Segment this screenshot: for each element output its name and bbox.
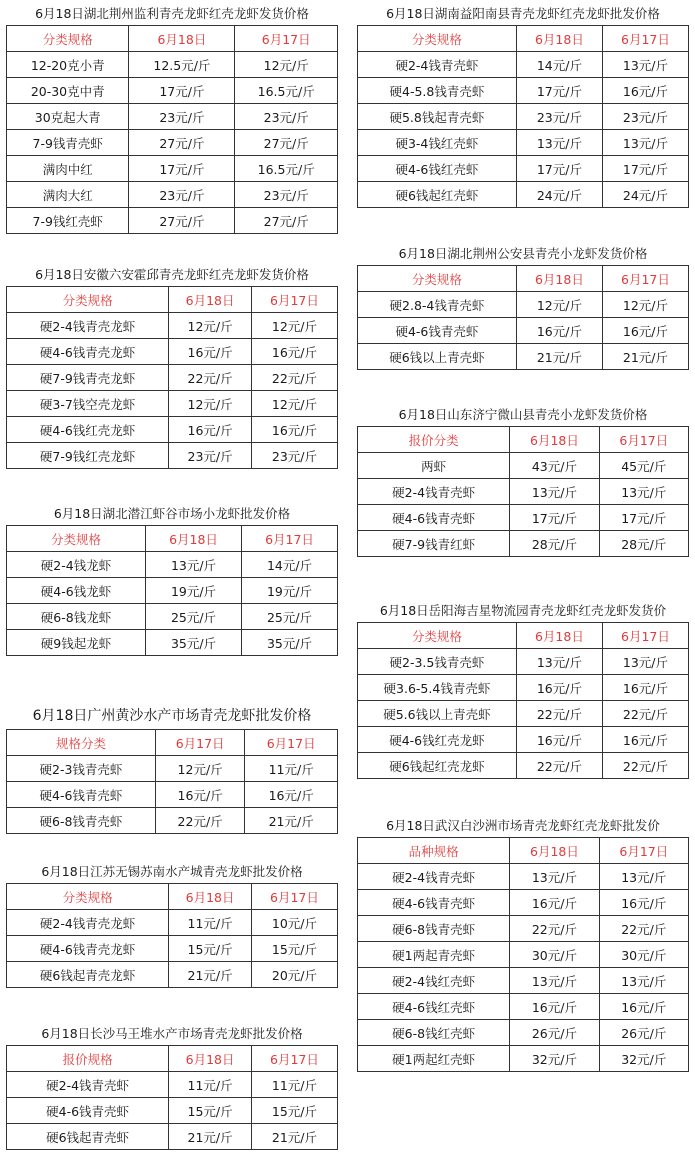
price-cell: 21元/斤 (251, 1124, 337, 1150)
table-title: 6月18日长沙马王堆水产市场青壳龙虾批发价格 (41, 1026, 303, 1041)
price-cell: 14元/斤 (516, 52, 602, 78)
table-title: 6月18日湖南益阳南县青壳龙虾红壳龙虾批发价格 (386, 6, 660, 21)
table-row (358, 318, 689, 344)
price-cell: 11元/斤 (169, 910, 252, 936)
price-cell: 23元/斤 (235, 182, 338, 208)
header-cell: 分类规格 (358, 26, 517, 52)
table-row (7, 443, 338, 469)
price-cell: 14元/斤 (242, 552, 338, 578)
price-cell: 13元/斤 (602, 52, 688, 78)
price-cell: 13元/斤 (516, 130, 602, 156)
table-row (7, 208, 338, 234)
header-cell: 分类规格 (7, 884, 169, 910)
price-cell: 35元/斤 (146, 630, 242, 656)
price-table (357, 837, 689, 1072)
price-table (6, 525, 338, 656)
table-row (358, 453, 689, 479)
price-cell: 15元/斤 (251, 1098, 337, 1124)
table-title: 6月18日湖北潜江虾谷市场小龙虾批发价格 (53, 506, 291, 521)
price-cell: 12元/斤 (602, 292, 688, 318)
table-row (7, 156, 338, 182)
price-cell: 15元/斤 (251, 936, 337, 962)
header-cell: 6月17日 (602, 26, 688, 52)
header-cell: 6月18日 (510, 838, 599, 864)
price-cell: 13元/斤 (599, 968, 688, 994)
table-row (7, 313, 338, 339)
header-cell: 6月17日 (251, 1046, 337, 1072)
price-cell: 23元/斤 (602, 104, 688, 130)
spec-cell: 硬4-6钱青壳虾 (7, 1098, 169, 1124)
price-cell: 11元/斤 (251, 1072, 337, 1098)
price-cell: 24元/斤 (602, 182, 688, 208)
price-cell: 16元/斤 (510, 994, 599, 1020)
price-table (357, 25, 689, 208)
price-cell: 22元/斤 (602, 753, 688, 779)
spec-cell: 硬2.8-4钱青壳虾 (358, 292, 517, 318)
spec-cell: 硬4-6钱红壳龙虾 (7, 417, 169, 443)
price-cell: 35元/斤 (242, 630, 338, 656)
table-title: 6月18日武汉白沙洲市场青壳龙虾红壳龙虾批发价 (386, 818, 660, 833)
price-cell: 17元/斤 (129, 78, 235, 104)
table-row (358, 727, 689, 753)
price-table (6, 25, 338, 234)
price-cell: 16元/斤 (516, 727, 602, 753)
price-cell: 11元/斤 (245, 756, 338, 782)
header-cell: 规格分类 (7, 730, 156, 756)
price-cell: 16.5元/斤 (235, 156, 338, 182)
price-cell: 27元/斤 (129, 130, 235, 156)
spec-cell: 硬9钱起龙虾 (7, 630, 146, 656)
spec-cell: 硬1两起红壳虾 (358, 1046, 510, 1072)
price-table (6, 883, 338, 988)
price-cell: 30元/斤 (599, 942, 688, 968)
price-cell: 21元/斤 (602, 344, 688, 370)
price-cell: 22元/斤 (602, 701, 688, 727)
spec-cell: 硬5.8钱起青壳虾 (358, 104, 517, 130)
spec-cell: 30克起大青 (7, 104, 129, 130)
header-cell: 6月17日 (599, 838, 688, 864)
table-row (7, 808, 338, 834)
header-cell: 报价规格 (7, 1046, 169, 1072)
spec-cell: 硬2-4钱青壳虾 (358, 479, 510, 505)
spec-cell: 硬2-4钱青壳龙虾 (7, 910, 169, 936)
price-cell: 26元/斤 (599, 1020, 688, 1046)
price-cell: 17元/斤 (602, 156, 688, 182)
price-cell: 16元/斤 (602, 727, 688, 753)
table-row (358, 505, 689, 531)
price-cell: 23元/斤 (251, 443, 337, 469)
price-cell: 23元/斤 (129, 104, 235, 130)
spec-cell: 硬4-6钱龙虾 (7, 578, 146, 604)
spec-cell: 硬4-6钱青壳虾 (358, 318, 517, 344)
price-table-yueyang (357, 600, 689, 779)
spec-cell: 硬7-9钱青壳龙虾 (7, 365, 169, 391)
price-cell: 22元/斤 (599, 916, 688, 942)
price-cell: 12元/斤 (235, 52, 338, 78)
spec-cell: 硬4-6钱红壳虾 (358, 156, 517, 182)
price-cell: 13元/斤 (602, 649, 688, 675)
table-row (358, 78, 689, 104)
spec-cell: 两虾 (358, 453, 510, 479)
price-cell: 27元/斤 (235, 130, 338, 156)
spec-cell: 硬4-5.8钱青壳虾 (358, 78, 517, 104)
price-table-changsha (6, 1023, 338, 1150)
table-row (7, 182, 338, 208)
table-row (358, 968, 689, 994)
price-cell: 19元/斤 (146, 578, 242, 604)
header-cell: 6月17日 (235, 26, 338, 52)
price-cell: 13元/斤 (516, 649, 602, 675)
price-cell: 16元/斤 (599, 890, 688, 916)
price-table (6, 729, 338, 834)
table-row (7, 130, 338, 156)
spec-cell: 硬6钱起红壳龙虾 (358, 753, 517, 779)
price-cell: 27元/斤 (129, 208, 235, 234)
table-row (7, 604, 338, 630)
header-cell: 分类规格 (358, 623, 517, 649)
price-cell: 27元/斤 (235, 208, 338, 234)
price-cell: 16元/斤 (599, 994, 688, 1020)
header-cell: 6月18日 (146, 526, 242, 552)
price-table-jianli (6, 3, 338, 234)
table-row (358, 890, 689, 916)
spec-cell: 硬2-4钱龙虾 (7, 552, 146, 578)
price-cell: 16元/斤 (602, 675, 688, 701)
price-cell: 22元/斤 (251, 365, 337, 391)
price-cell: 13元/斤 (602, 130, 688, 156)
table-row (358, 130, 689, 156)
price-cell: 12元/斤 (251, 391, 337, 417)
table-row (358, 479, 689, 505)
table-row (7, 52, 338, 78)
price-cell: 21元/斤 (169, 962, 252, 988)
header-cell: 分类规格 (7, 287, 169, 313)
table-row (358, 675, 689, 701)
header-cell: 6月17日 (599, 427, 688, 453)
header-cell: 6月18日 (516, 623, 602, 649)
header-cell: 6月18日 (516, 26, 602, 52)
price-cell: 13元/斤 (510, 479, 599, 505)
price-cell: 23元/斤 (169, 443, 252, 469)
header-cell: 6月17日 (155, 730, 244, 756)
table-row (358, 344, 689, 370)
price-cell: 16元/斤 (251, 339, 337, 365)
table-row (7, 365, 338, 391)
price-cell: 23元/斤 (516, 104, 602, 130)
price-cell: 12元/斤 (251, 313, 337, 339)
header-cell: 6月18日 (169, 1046, 252, 1072)
price-cell: 13元/斤 (146, 552, 242, 578)
spec-cell: 硬6-8钱龙虾 (7, 604, 146, 630)
table-row (7, 578, 338, 604)
price-cell: 16元/斤 (169, 339, 252, 365)
price-cell: 12元/斤 (516, 292, 602, 318)
spec-cell: 硬3-4钱红壳虾 (358, 130, 517, 156)
price-cell: 19元/斤 (242, 578, 338, 604)
spec-cell: 硬4-6钱青壳虾 (7, 782, 156, 808)
spec-cell: 满肉大红 (7, 182, 129, 208)
header-cell: 分类规格 (7, 26, 129, 52)
table-title: 6月18日湖北荆州公安县青壳小龙虾发货价格 (398, 246, 648, 261)
spec-cell: 硬4-6钱青壳龙虾 (7, 339, 169, 365)
table-row (7, 962, 338, 988)
table-row (358, 994, 689, 1020)
price-cell: 13元/斤 (599, 479, 688, 505)
table-title: 6月18日湖北荆州监利青壳龙虾红壳龙虾发货价格 (35, 6, 309, 21)
header-cell: 6月17日 (602, 266, 688, 292)
header-cell: 6月18日 (516, 266, 602, 292)
price-cell: 16元/斤 (510, 890, 599, 916)
header-cell: 6月18日 (169, 884, 252, 910)
table-title: 6月18日岳阳海吉星物流园青壳龙虾红壳龙虾发货价 (379, 603, 667, 618)
spec-cell: 硬4-6钱红壳虾 (358, 994, 510, 1020)
price-cell: 25元/斤 (146, 604, 242, 630)
spec-cell: 硬2-4钱青壳龙虾 (7, 313, 169, 339)
price-cell: 15元/斤 (169, 936, 252, 962)
price-cell: 13元/斤 (510, 968, 599, 994)
spec-cell: 硬2-3.5钱青壳虾 (358, 649, 517, 675)
price-table-wuxi (6, 861, 338, 988)
table-title: 6月18日安徽六安霍邱青壳龙虾红壳龙虾发货价格 (35, 267, 309, 282)
spec-cell: 硬7-9钱红壳龙虾 (7, 443, 169, 469)
table-row (358, 1020, 689, 1046)
price-cell: 25元/斤 (242, 604, 338, 630)
price-cell: 22元/斤 (510, 916, 599, 942)
header-cell: 6月18日 (169, 287, 252, 313)
spec-cell: 硬6钱起青壳虾 (7, 1124, 169, 1150)
price-table (357, 426, 689, 557)
price-table (357, 622, 689, 779)
header-cell: 分类规格 (358, 266, 517, 292)
header-cell: 分类规格 (7, 526, 146, 552)
price-cell: 22元/斤 (169, 365, 252, 391)
price-cell: 28元/斤 (599, 531, 688, 557)
price-cell: 12元/斤 (155, 756, 244, 782)
table-row (358, 156, 689, 182)
table-row (7, 552, 338, 578)
table-row (7, 630, 338, 656)
price-cell: 21元/斤 (516, 344, 602, 370)
table-row (7, 339, 338, 365)
price-cell: 32元/斤 (510, 1046, 599, 1072)
spec-cell: 20-30克中青 (7, 78, 129, 104)
price-cell: 45元/斤 (599, 453, 688, 479)
spec-cell: 硬6-8钱青壳虾 (358, 916, 510, 942)
spec-cell: 硬6钱起红壳虾 (358, 182, 517, 208)
price-cell: 16元/斤 (245, 782, 338, 808)
spec-cell: 满肉中红 (7, 156, 129, 182)
spec-cell: 12-20克小青 (7, 52, 129, 78)
price-table-nanxian (357, 3, 689, 208)
header-cell: 6月18日 (510, 427, 599, 453)
price-cell: 22元/斤 (516, 701, 602, 727)
spec-cell: 硬2-3钱青壳虾 (7, 756, 156, 782)
spec-cell: 硬2-4钱红壳虾 (358, 968, 510, 994)
price-cell: 20元/斤 (251, 962, 337, 988)
price-cell: 13元/斤 (599, 864, 688, 890)
price-table-weishan (357, 404, 689, 557)
table-row (358, 753, 689, 779)
table-title: 6月18日江苏无锡苏南水产城青壳龙虾批发价格 (41, 864, 303, 879)
header-cell: 6月17日 (251, 884, 337, 910)
price-table-gongan (357, 243, 689, 370)
price-cell: 16元/斤 (602, 318, 688, 344)
spec-cell: 7-9钱红壳虾 (7, 208, 129, 234)
price-cell: 12元/斤 (169, 313, 252, 339)
spec-cell: 硬2-4钱青壳虾 (358, 864, 510, 890)
price-cell: 22元/斤 (155, 808, 244, 834)
spec-cell: 硬3-7钱空壳龙虾 (7, 391, 169, 417)
price-cell: 16.5元/斤 (235, 78, 338, 104)
spec-cell: 硬5.6钱以上青壳虾 (358, 701, 517, 727)
price-cell: 32元/斤 (599, 1046, 688, 1072)
price-cell: 16元/斤 (169, 417, 252, 443)
price-cell: 21元/斤 (245, 808, 338, 834)
table-row (7, 78, 338, 104)
spec-cell: 硬4-6钱青壳虾 (358, 890, 510, 916)
price-table (6, 1045, 338, 1150)
table-row (358, 182, 689, 208)
table-row (358, 531, 689, 557)
price-table-wuhan (357, 815, 689, 1072)
price-cell: 21元/斤 (169, 1124, 252, 1150)
table-row (358, 942, 689, 968)
price-cell: 22元/斤 (516, 753, 602, 779)
table-row (7, 936, 338, 962)
price-table-guangzhou (6, 703, 338, 834)
price-cell: 11元/斤 (169, 1072, 252, 1098)
spec-cell: 硬1两起青壳虾 (358, 942, 510, 968)
table-row (358, 52, 689, 78)
header-cell: 6月17日 (242, 526, 338, 552)
table-row (358, 916, 689, 942)
price-cell: 16元/斤 (155, 782, 244, 808)
price-cell: 17元/斤 (516, 156, 602, 182)
price-cell: 17元/斤 (510, 505, 599, 531)
table-title: 6月18日山东济宁微山县青壳小龙虾发货价格 (398, 407, 648, 422)
spec-cell: 硬6钱以上青壳虾 (358, 344, 517, 370)
table-row (358, 649, 689, 675)
price-cell: 23元/斤 (235, 104, 338, 130)
price-cell: 12元/斤 (169, 391, 252, 417)
table-row (7, 782, 338, 808)
spec-cell: 硬2-4钱青壳虾 (7, 1072, 169, 1098)
header-cell: 6月18日 (129, 26, 235, 52)
table-row (358, 1046, 689, 1072)
price-cell: 23元/斤 (129, 182, 235, 208)
spec-cell: 硬7-9钱青红虾 (358, 531, 510, 557)
price-cell: 26元/斤 (510, 1020, 599, 1046)
price-cell: 16元/斤 (602, 78, 688, 104)
price-cell: 16元/斤 (251, 417, 337, 443)
price-cell: 17元/斤 (599, 505, 688, 531)
price-table (357, 265, 689, 370)
table-row (7, 910, 338, 936)
table-row (358, 864, 689, 890)
price-cell: 16元/斤 (516, 675, 602, 701)
spec-cell: 硬6-8钱红壳虾 (358, 1020, 510, 1046)
table-title: 6月18日广州黄沙水产市场青壳龙虾批发价格 (32, 708, 312, 724)
header-cell: 品种规格 (358, 838, 510, 864)
price-table (6, 286, 338, 469)
price-cell: 13元/斤 (510, 864, 599, 890)
spec-cell: 硬4-6钱红壳龙虾 (358, 727, 517, 753)
table-row (358, 292, 689, 318)
header-cell: 6月17日 (602, 623, 688, 649)
price-cell: 15元/斤 (169, 1098, 252, 1124)
spec-cell: 硬6钱起青壳龙虾 (7, 962, 169, 988)
spec-cell: 硬2-4钱青壳虾 (358, 52, 517, 78)
spec-cell: 硬4-6钱青壳龙虾 (7, 936, 169, 962)
spec-cell: 硬4-6钱青壳虾 (358, 505, 510, 531)
table-row (358, 701, 689, 727)
header-cell: 报价分类 (358, 427, 510, 453)
header-cell: 6月17日 (251, 287, 337, 313)
price-table-huoqiu (6, 264, 338, 469)
price-cell: 24元/斤 (516, 182, 602, 208)
spec-cell: 硬6-8钱青壳虾 (7, 808, 156, 834)
table-row (7, 1098, 338, 1124)
table-row (7, 417, 338, 443)
table-row (7, 756, 338, 782)
price-cell: 12.5元/斤 (129, 52, 235, 78)
header-cell: 6月17日 (245, 730, 338, 756)
price-table-qianjiang (6, 503, 338, 656)
price-cell: 17元/斤 (129, 156, 235, 182)
table-row (358, 104, 689, 130)
price-cell: 43元/斤 (510, 453, 599, 479)
table-row (7, 1072, 338, 1098)
table-row (7, 391, 338, 417)
table-row (7, 104, 338, 130)
price-cell: 16元/斤 (516, 318, 602, 344)
spec-cell: 硬3.6-5.4钱青壳虾 (358, 675, 517, 701)
price-cell: 30元/斤 (510, 942, 599, 968)
price-cell: 28元/斤 (510, 531, 599, 557)
price-cell: 17元/斤 (516, 78, 602, 104)
table-row (7, 1124, 338, 1150)
price-cell: 10元/斤 (251, 910, 337, 936)
spec-cell: 7-9钱青壳虾 (7, 130, 129, 156)
